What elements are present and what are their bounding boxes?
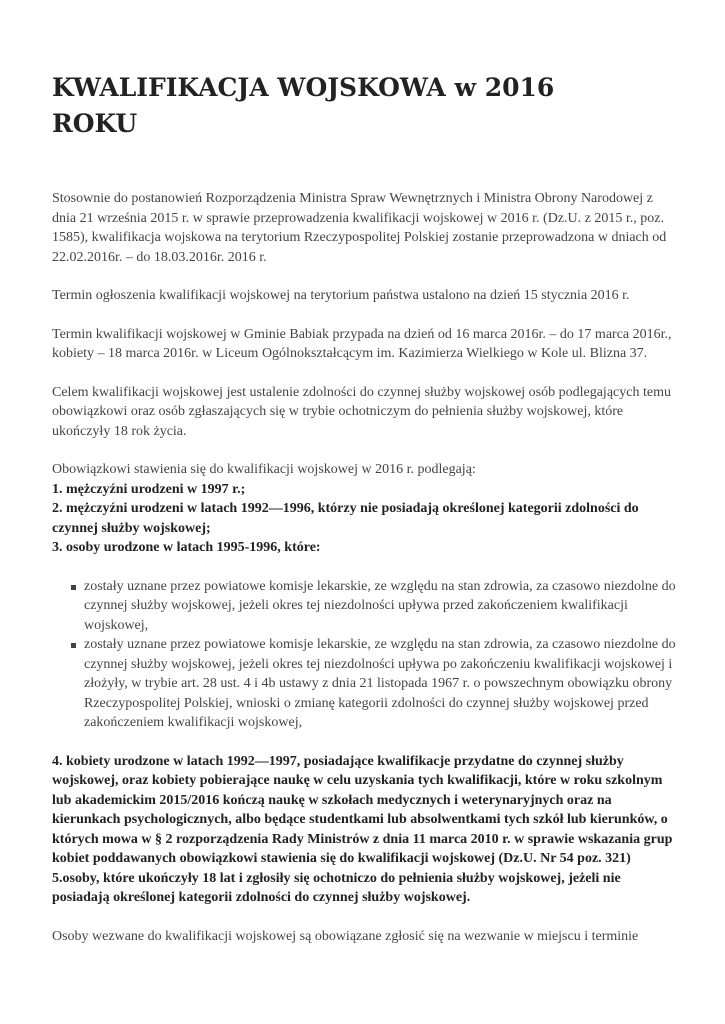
list-item xyxy=(84,635,677,733)
subitem-text: zostały uznane przez powiatowe komisje lekarskie, ze względu na stan zdrowia, za czasowo niezdolne do czynnej służby wojskowej, jeżeli okres tej niezdolności upływa po zakończeniu kwalifikacji wojskowej i złożyły, w trybie art. 28 ust. 4 i 4b ustawy z dnia 21 listopada 1967 r. o powszechnym obowiązku obrony Rzeczypospolitej Polskiej, wnioski o zmianę kategorii zdolności do czynnej służby wojskowej przed zakończeniem kwalifikacji wojskowej, xyxy=(84,637,676,730)
subitem-text: zostały uznane przez powiatowe komisje lekarskie, ze względu na stan zdrowia, za czasowo niezdolne do czynnej służby wojskowej, jeżeli okres tej niezdolności upływa przed zakończeniem kwalifikacji wojskowej, xyxy=(84,578,676,633)
group-item-3: 3. osoby urodzone w latach 1995-1996, które: xyxy=(52,540,321,555)
article xyxy=(52,70,677,946)
term-paragraph: Termin kwalifikacji wojskowej w Gminie Babiak przypada na dzień od 16 marca 2016r. – do 17 marca 2016r., kobiety – 18 marca 2016r. w Liceum Ogólnokształcącym im. Kazimierza Wielkiego w Kole ul. Blizna 37. xyxy=(52,326,672,361)
announcement-paragraph: Termin ogłoszenia kwalifikacji wojskowej na terytorium państwa ustalono na dzień 15 stycznia 2016 r. xyxy=(52,288,630,303)
bullet-icon xyxy=(71,585,76,590)
final-paragraph: Osoby wezwane do kwalifikacji wojskowej są obowiązane zgłosić się na wezwanie w miejscu i terminie xyxy=(52,928,639,944)
subitem-list xyxy=(52,577,677,733)
group-item-1: 1. mężczyźni urodzeni w 1997 r.; xyxy=(52,481,246,497)
group-item-4: 4. kobiety urodzone w latach 1992—1997, posiadające kwalifikacje przydatne do czynnej służby wojskowej, oraz kobiety pobierające naukę w celu uzyskania tych kwalifikacji, które w roku szkolnym lub akademickim 2015/2016 kończą naukę w szkołach medycznych i weterynaryjnych oraz na kierunkach psychologicznych, albo będące studentkami lub absolwentkami tych szkół lub kierunków, o których mowa w § 2 rozporządzenia Rady Ministrów z dnia 11 marca 2010 r. w sprawie wskazania grup kobiet poddawanych obowiązkowi stawienia się do kwalifikacji wojskowej (Dz.U. Nr 54 poz. 321) xyxy=(52,753,673,866)
bullet-icon xyxy=(71,643,76,648)
list-item xyxy=(84,577,677,636)
intro-paragraph: Stosownie do postanowień Rozporządzenia Ministra Spraw Wewnętrznych i Ministra Obrony Narodowej z dnia 21 września 2015 r. w sprawie przeprowadzenia kwalifikacji wojskowej w 2016 r. (Dz.U. z 2015 r., poz. 1585), kwalifikacja wojskowa na terytorium Rzeczypospolitej Polskiej zostanie przeprowadzona w dniach od 22.02.2016r. – do 18.03.2016r. 2016 r. xyxy=(52,191,667,265)
group-item-5: 5.osoby, które ukończyły 18 lat i zgłosiły się ochotniczo do pełnienia służby wojskowej, jeżeli nie posiadają określonej kategorii zdolności do czynnej służby wojskowej. xyxy=(52,870,621,905)
purpose-paragraph: Celem kwalifikacji wojskowej jest ustalenie zdolności do czynnej służby wojskowej osób podlegających temu obowiązkowi oraz osób zgłaszających się w trybie ochotniczym do pełnienia służby wojskowej, które ukończyły 18 rok życia. xyxy=(52,384,671,439)
obligation-intro: Obowiązkowi stawienia się do kwalifikacji wojskowej w 2016 r. podlegają: xyxy=(52,462,476,477)
group-item-2: 2. mężczyźni urodzeni w latach 1992—1996, którzy nie posiadają określonej kategorii zdolności do czynnej służby wojskowej; xyxy=(52,501,639,536)
page-title: KWALIFIKACJA WOJSKOWA w 2016 ROKU xyxy=(52,73,555,138)
